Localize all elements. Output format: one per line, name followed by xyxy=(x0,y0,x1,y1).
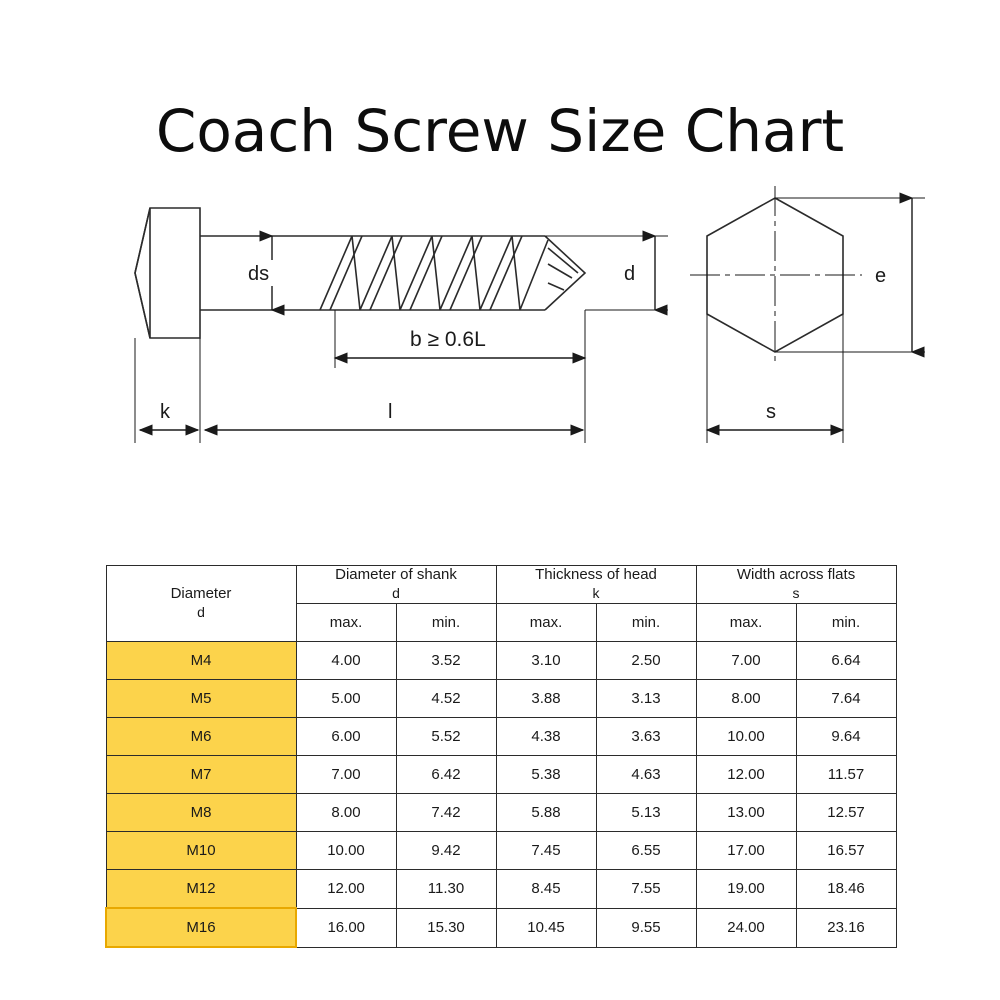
cell-value: 10.45 xyxy=(496,908,596,947)
page-title: Coach Screw Size Chart xyxy=(155,97,845,165)
label-k: k xyxy=(160,400,170,423)
cell-value: 5.13 xyxy=(596,794,696,832)
subheader-flats-max: max. xyxy=(696,604,796,642)
label-ds: ds xyxy=(248,262,270,285)
cell-value: 5.38 xyxy=(496,756,596,794)
table-row xyxy=(106,642,896,680)
header-head-thickness-label: Thickness of head xyxy=(535,566,657,584)
label-s: s xyxy=(766,400,776,423)
cell-value: 11.57 xyxy=(796,756,896,794)
header-head-thickness-sub: k xyxy=(592,585,600,602)
cell-value: 6.55 xyxy=(596,832,696,870)
header-shank-diameter-label: Diameter of shank xyxy=(335,566,457,584)
cell-value: 6.42 xyxy=(396,756,496,794)
label-e: e xyxy=(875,264,887,287)
cell-value: 7.64 xyxy=(796,680,896,718)
cell-value: 6.00 xyxy=(296,718,396,756)
cell-value: 17.00 xyxy=(696,832,796,870)
cell-value: 6.64 xyxy=(796,642,896,680)
cell-diameter: M16 xyxy=(106,908,296,947)
table-body xyxy=(106,642,896,948)
table-row xyxy=(106,756,896,794)
cell-value: 7.55 xyxy=(596,870,696,909)
header-diameter xyxy=(106,566,296,642)
subheader-shank-max: max. xyxy=(296,604,396,642)
cell-value: 10.00 xyxy=(296,832,396,870)
header-width-across-flats-sub: s xyxy=(792,585,800,602)
cell-value: 12.00 xyxy=(296,870,396,909)
cell-value: 7.00 xyxy=(696,642,796,680)
cell-value: 16.00 xyxy=(296,908,396,947)
table-row xyxy=(106,718,896,756)
cell-value: 15.30 xyxy=(396,908,496,947)
cell-value: 3.10 xyxy=(496,642,596,680)
subheader-flats-min: min. xyxy=(796,604,896,642)
cell-value: 4.38 xyxy=(496,718,596,756)
header-shank-diameter xyxy=(296,566,496,604)
cell-value: 11.30 xyxy=(396,870,496,909)
cell-value: 7.45 xyxy=(496,832,596,870)
cell-diameter: M5 xyxy=(106,680,296,718)
dimension-b xyxy=(335,310,585,368)
cell-value: 8.00 xyxy=(296,794,396,832)
label-d: d xyxy=(624,262,636,285)
cell-value: 23.16 xyxy=(796,908,896,947)
cell-value: 3.13 xyxy=(596,680,696,718)
subheader-head-max: max. xyxy=(496,604,596,642)
cell-diameter: M6 xyxy=(106,718,296,756)
table-row xyxy=(106,908,896,947)
table-header-row-main xyxy=(106,566,896,604)
header-diameter-sub: d xyxy=(197,604,205,621)
screw-technical-drawing xyxy=(0,178,1000,508)
cell-value: 4.63 xyxy=(596,756,696,794)
cell-value: 3.52 xyxy=(396,642,496,680)
cell-value: 3.63 xyxy=(596,718,696,756)
cell-value: 12.57 xyxy=(796,794,896,832)
cell-diameter: M12 xyxy=(106,870,296,909)
table-row xyxy=(106,832,896,870)
cell-diameter: M8 xyxy=(106,794,296,832)
table-row xyxy=(106,870,896,909)
cell-value: 4.00 xyxy=(296,642,396,680)
table-row xyxy=(106,680,896,718)
screw-end-view xyxy=(690,186,862,364)
cell-diameter: M4 xyxy=(106,642,296,680)
cell-value: 7.42 xyxy=(396,794,496,832)
cell-value: 9.64 xyxy=(796,718,896,756)
cell-value: 9.55 xyxy=(596,908,696,947)
cell-value: 3.88 xyxy=(496,680,596,718)
subheader-head-min: min. xyxy=(596,604,696,642)
cell-value: 2.50 xyxy=(596,642,696,680)
header-head-thickness xyxy=(496,566,696,604)
cell-diameter: M7 xyxy=(106,756,296,794)
dimension-k xyxy=(135,338,200,443)
table-head xyxy=(106,566,896,642)
screw-diagram xyxy=(0,178,1000,508)
cell-value: 5.52 xyxy=(396,718,496,756)
cell-value: 19.00 xyxy=(696,870,796,909)
cell-value: 24.00 xyxy=(696,908,796,947)
size-table xyxy=(105,565,897,948)
cell-value: 13.00 xyxy=(696,794,796,832)
header-width-across-flats-label: Width across flats xyxy=(736,566,856,584)
header-diameter-label: Diameter xyxy=(170,585,232,603)
cell-value: 4.52 xyxy=(396,680,496,718)
screw-side-view xyxy=(135,208,585,338)
header-width-across-flats xyxy=(696,566,896,604)
dimension-ds xyxy=(243,236,283,310)
cell-value: 18.46 xyxy=(796,870,896,909)
cell-value: 5.00 xyxy=(296,680,396,718)
size-table-container xyxy=(105,565,895,948)
cell-value: 5.88 xyxy=(496,794,596,832)
cell-diameter: M10 xyxy=(106,832,296,870)
subheader-shank-min: min. xyxy=(396,604,496,642)
cell-value: 8.00 xyxy=(696,680,796,718)
cell-value: 9.42 xyxy=(396,832,496,870)
label-l: l xyxy=(388,400,393,423)
cell-value: 10.00 xyxy=(696,718,796,756)
cell-value: 16.57 xyxy=(796,832,896,870)
table-row xyxy=(106,794,896,832)
label-b: b ≥ 0.6L xyxy=(410,327,486,351)
cell-value: 8.45 xyxy=(496,870,596,909)
cell-value: 7.00 xyxy=(296,756,396,794)
header-shank-diameter-sub: d xyxy=(392,585,400,602)
cell-value: 12.00 xyxy=(696,756,796,794)
dimension-l xyxy=(205,368,585,443)
